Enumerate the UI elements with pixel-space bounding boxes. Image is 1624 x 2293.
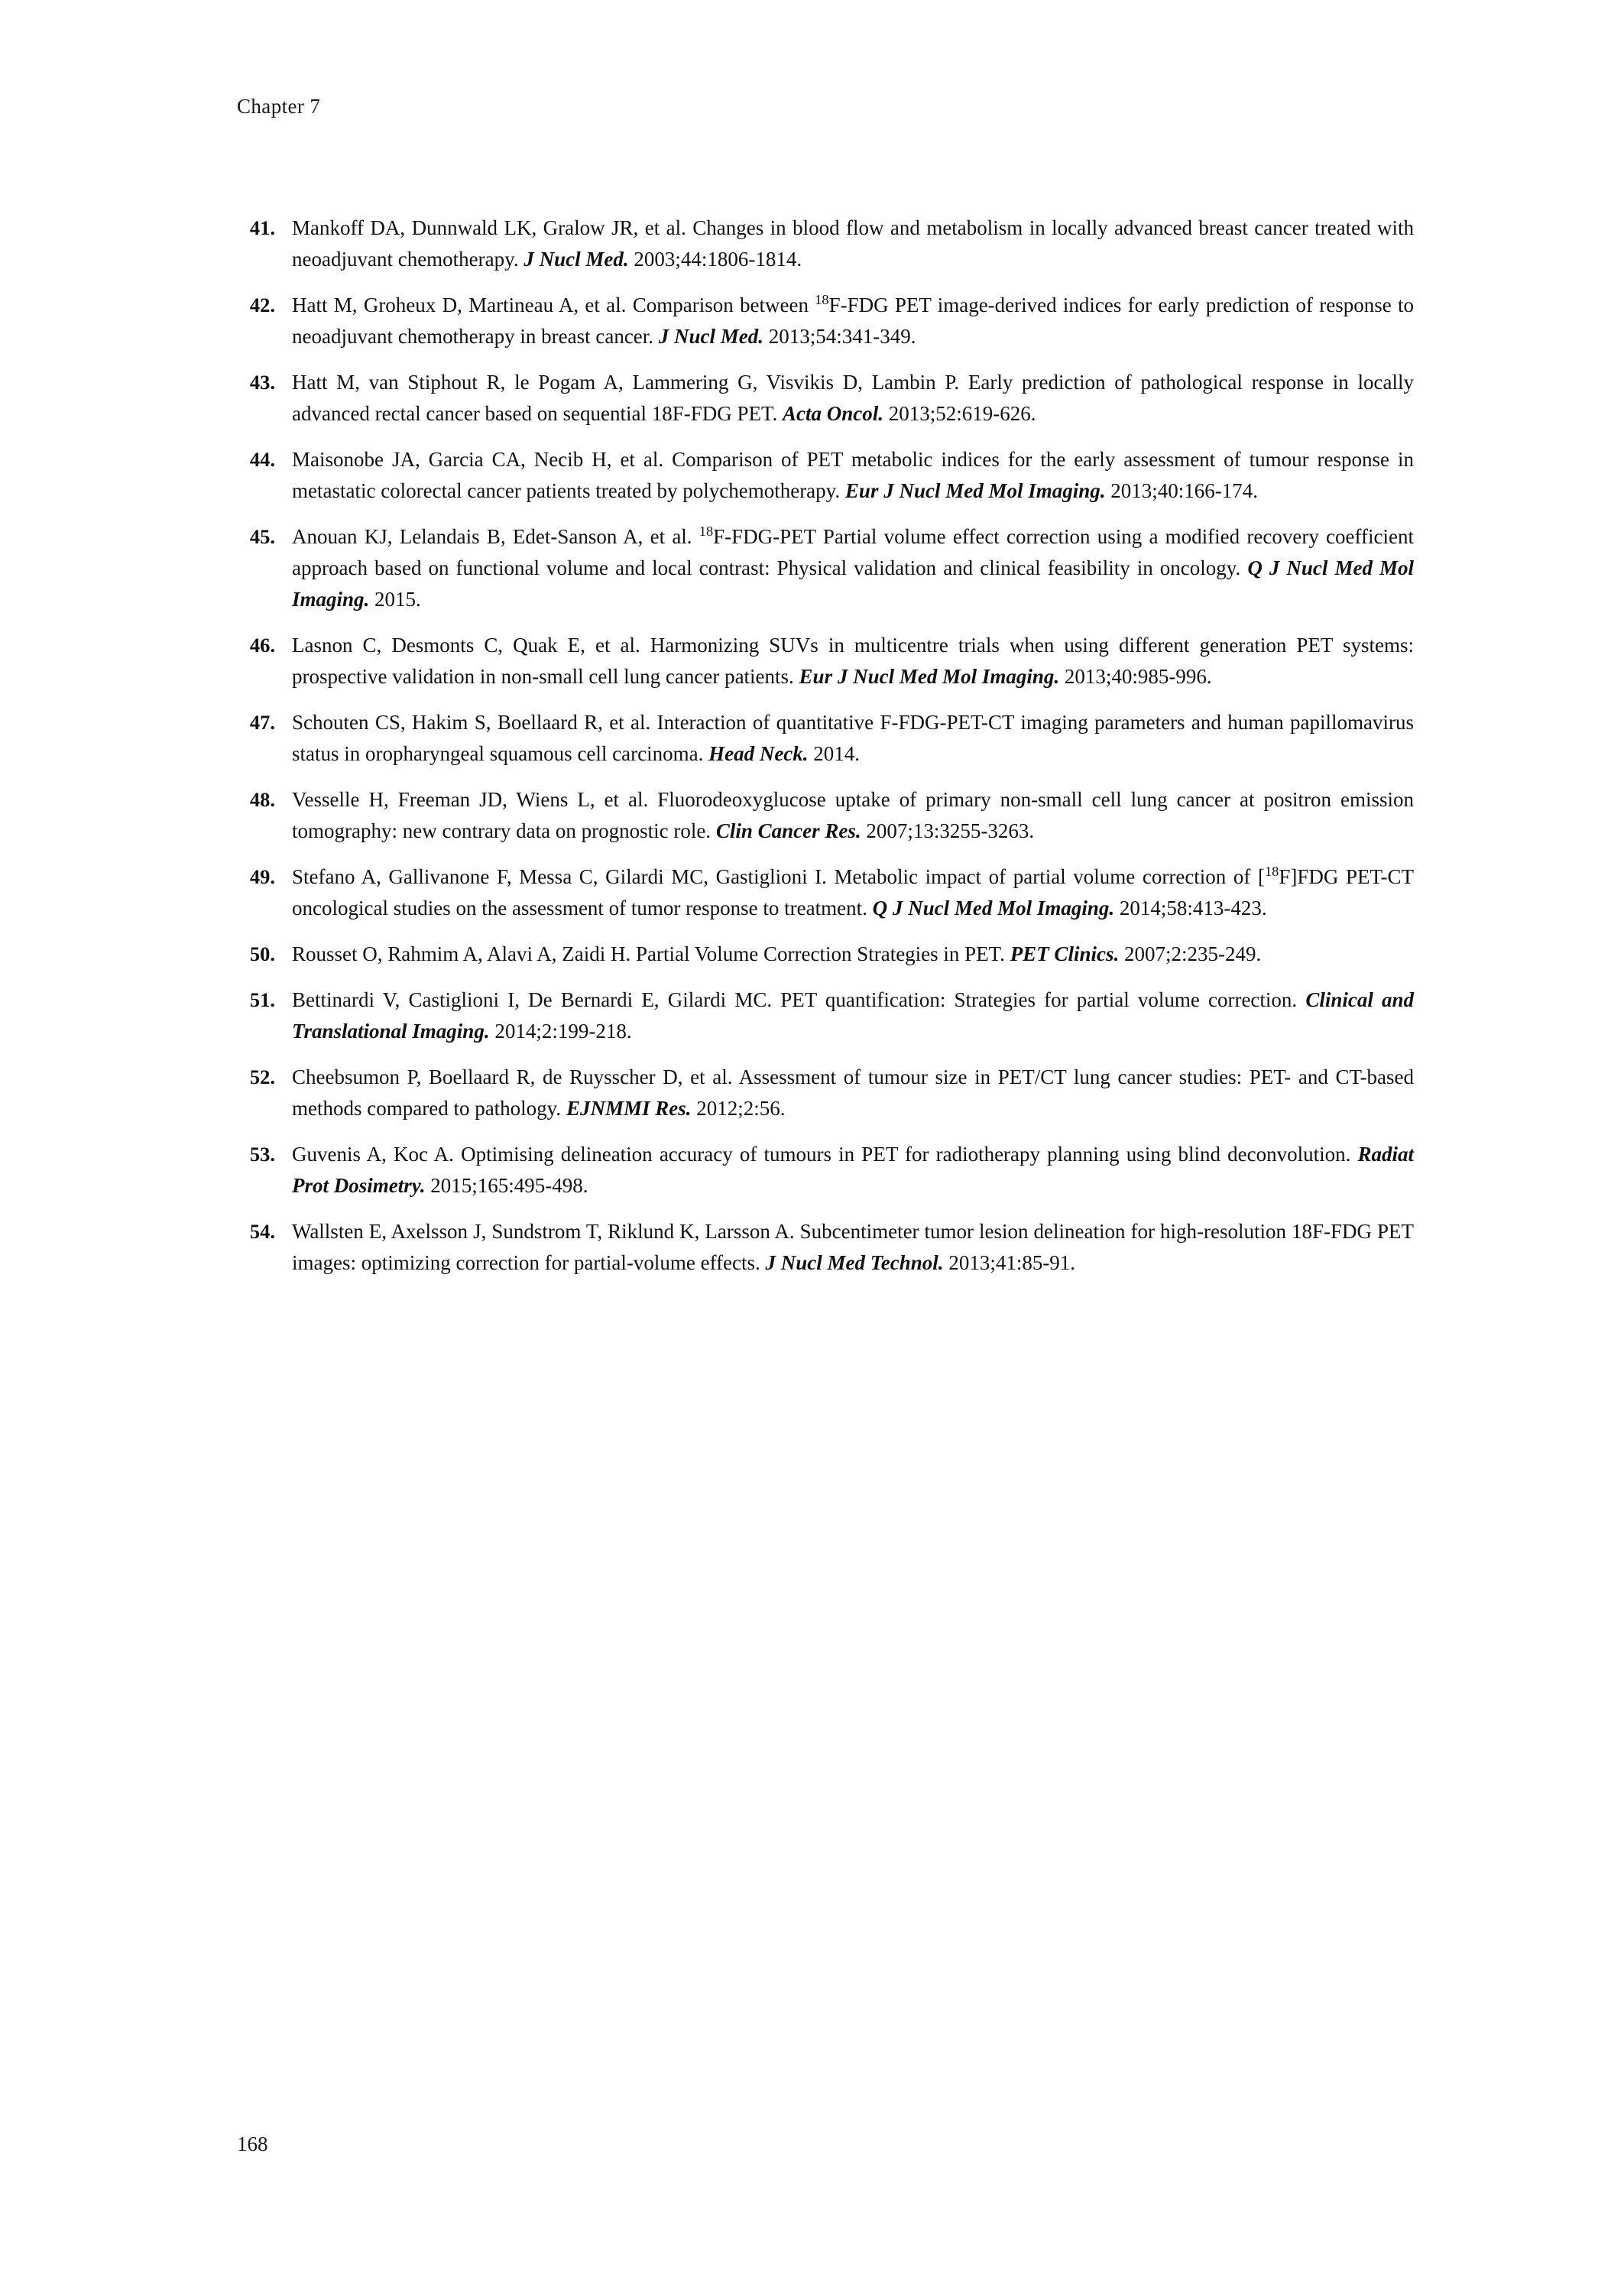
reference-item (237, 212, 1414, 275)
reference-number: 42. (249, 294, 275, 316)
reference-number: 45. (249, 525, 275, 548)
reference-item (237, 290, 1414, 352)
reference-item (237, 1139, 1414, 1202)
reference-item (237, 939, 1414, 970)
reference-text: Rousset O, Rahmim A, Alavi A, Zaidi H. Partial Volume Correction Strategies in PET. PET Clinics. 2007;2:235-249. (292, 942, 1262, 965)
reference-number: 54. (249, 1220, 275, 1243)
running-head: Chapter 7 (237, 95, 321, 118)
reference-text: Stefano A, Gallivanone F, Messa C, Gilardi MC, Gastiglioni I. Metabolic impact of partial volume correction of [$^{18}$F]FDG PET-CT oncological studies on the assessment of tumor response to treatment. Q J Nucl Med Mol Imaging. 2014;58:413-423. (292, 864, 1414, 919)
page-number: 168 (237, 2132, 268, 2155)
reference-text: Hatt M, Groheux D, Martineau A, et al. Comparison between $^{18}$F-FDG PET image-derived indices for early prediction of response to neoadjuvant chemotherapy in breast cancer. J Nucl Med. 2013;54:341-349. (292, 292, 1414, 348)
reference-item (237, 1216, 1414, 1279)
reference-item (237, 630, 1414, 692)
reference-item (237, 444, 1414, 507)
reference-number: 50. (249, 942, 275, 965)
reference-item (237, 984, 1414, 1047)
reference-item (237, 707, 1414, 770)
reference-number: 43. (249, 371, 275, 394)
reference-item (237, 861, 1414, 924)
reference-text: Schouten CS, Hakim S, Boellaard R, et al. Interaction of quantitative F-FDG-PET-CT imaging parameters and human papillomavirus status in oropharyngeal squamous cell carcinoma. Head Neck. 2014. (292, 711, 1414, 765)
reference-number: 46. (249, 634, 275, 657)
reference-number: 44. (249, 448, 275, 471)
reference-text: Bettinardi V, Castiglioni I, De Bernardi E, Gilardi MC. PET quantification: Strategies for partial volume correction. Clinical and Translational Imaging. 2014;2:199-218. (292, 988, 1414, 1043)
reference-item (237, 784, 1414, 847)
reference-number: 48. (249, 788, 275, 811)
reference-item (237, 367, 1414, 430)
reference-text: Lasnon C, Desmonts C, Quak E, et al. Harmonizing SUVs in multicentre trials when using different generation PET systems: prospective validation in non-small cell lung cancer patients. Eur J Nucl Med Mol Imaging. 2013;40:985-996. (292, 634, 1414, 688)
reference-list (237, 212, 1414, 1293)
reference-text: Mankoff DA, Dunnwald LK, Gralow JR, et al. Changes in blood flow and metabolism in locally advanced breast cancer treated with neoadjuvant chemotherapy. J Nucl Med. 2003;44:1806-1814. (292, 216, 1414, 271)
reference-text: Wallsten E, Axelsson J, Sundstrom T, Riklund K, Larsson A. Subcentimeter tumor lesion delineation for high-resolution 18F-FDG PET images: optimizing correction for partial-volume effects. J Nucl Med Technol. 2013;41:85-91. (292, 1220, 1414, 1274)
reference-text: Guvenis A, Koc A. Optimising delineation accuracy of tumours in PET for radiotherapy planning using blind deconvolution. Radiat Prot Dosimetry. 2015;165:495-498. (292, 1143, 1414, 1197)
reference-number: 49. (249, 865, 275, 888)
reference-item (237, 521, 1414, 615)
reference-text: Anouan KJ, Lelandais B, Edet-Sanson A, et al. $^{18}$F-FDG-PET Partial volume effect correction using a modified recovery coefficient approach based on functional volume and local contrast: Physical validation and clinical feasibility in oncology. Q J Nucl Med Mol Imaging. 2015. (292, 524, 1415, 611)
reference-text: Vesselle H, Freeman JD, Wiens L, et al. Fluorodeoxyglucose uptake of primary non-small cell lung cancer at positron emission tomography: new contrary data on prognostic role. Clin Cancer Res. 2007;13:3255-3263. (292, 788, 1414, 842)
reference-text: Cheebsumon P, Boellaard R, de Ruysscher D, et al. Assessment of tumour size in PET/CT lung cancer studies: PET- and CT-based methods compared to pathology. EJNMMI Res. 2012;2:56. (292, 1065, 1414, 1120)
reference-number: 51. (249, 988, 275, 1011)
reference-number: 53. (249, 1143, 275, 1166)
reference-number: 52. (249, 1065, 275, 1088)
reference-number: 41. (249, 216, 275, 239)
reference-text: Maisonobe JA, Garcia CA, Necib H, et al. Comparison of PET metabolic indices for the early assessment of tumour response in metastatic colorectal cancer patients treated by polychemotherapy. Eur J Nucl Med Mol Imaging. 2013;40:166-174. (292, 448, 1414, 502)
reference-number: 47. (249, 711, 275, 734)
reference-text: Hatt M, van Stiphout R, le Pogam A, Lammering G, Visvikis D, Lambin P. Early prediction of pathological response in locally advanced rectal cancer based on sequential 18F-FDG PET. Acta Oncol. 2013;52:619-626. (292, 371, 1414, 425)
reference-item (237, 1062, 1414, 1124)
